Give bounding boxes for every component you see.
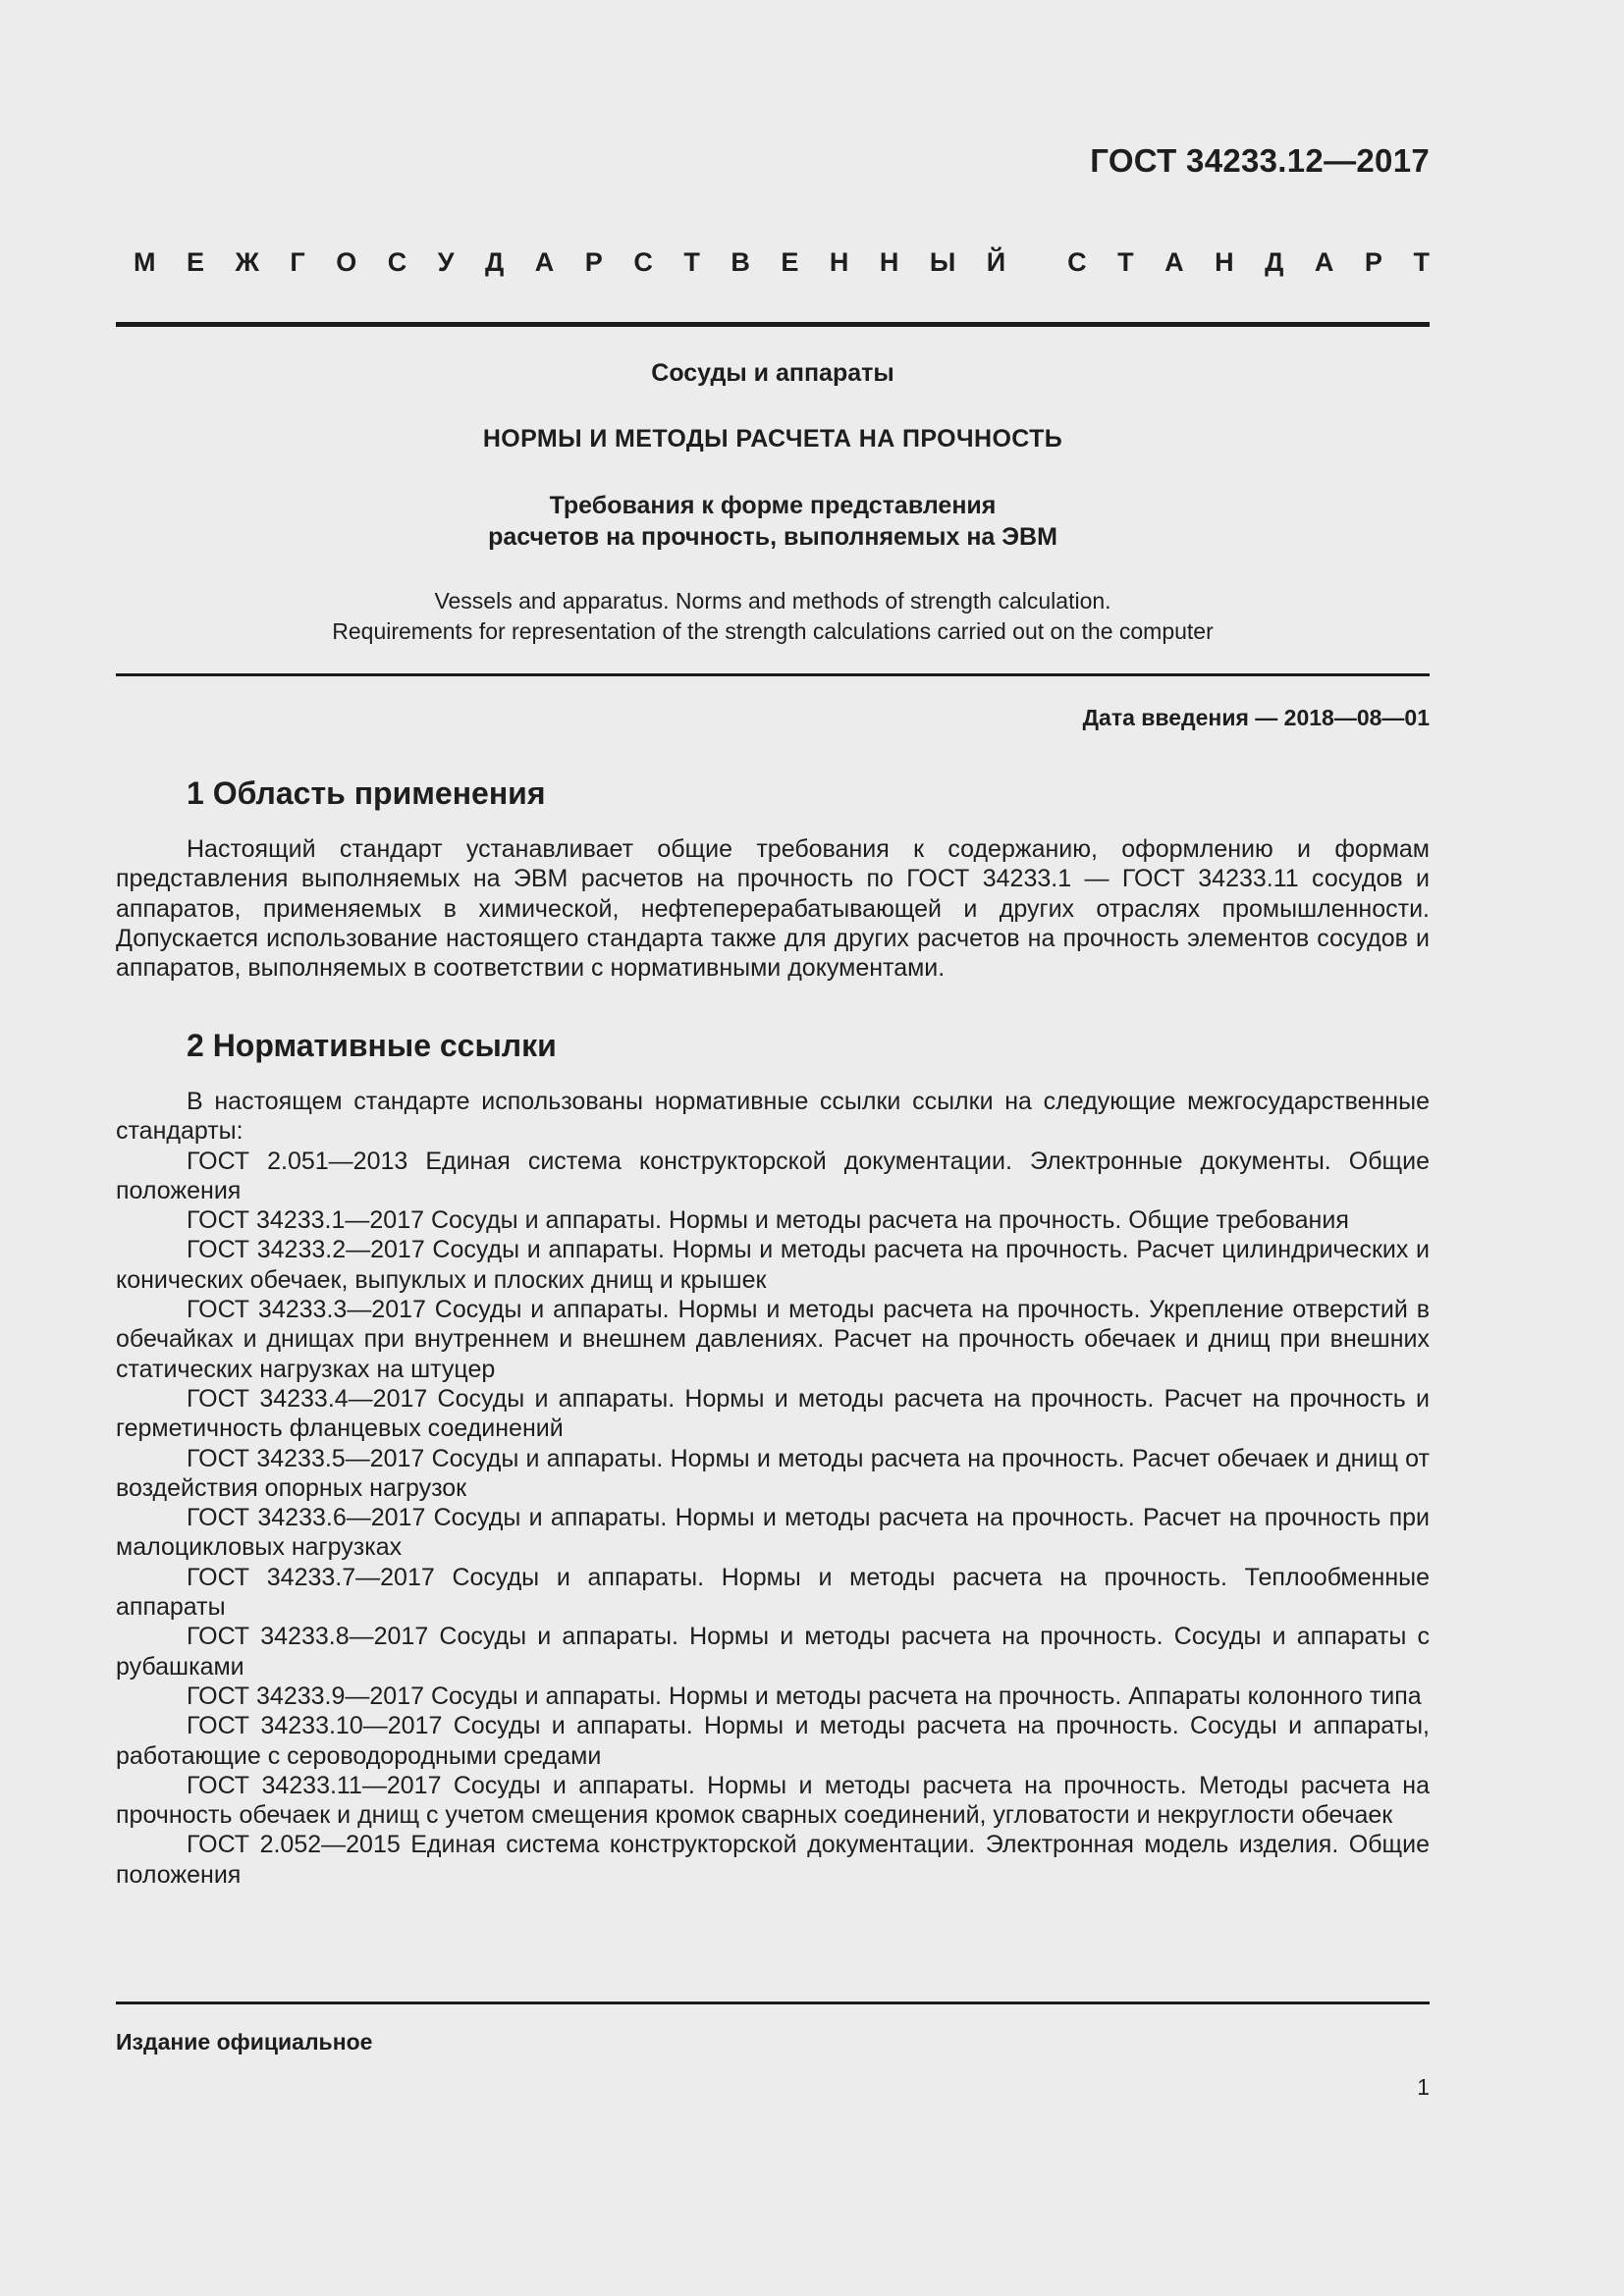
kind-letter: С [387, 247, 407, 277]
section-heading: 1 Область применения [187, 775, 546, 811]
kind-letter: А [1164, 247, 1184, 277]
kind-letter: В [731, 247, 750, 277]
reference-item: ГОСТ 34233.10—2017 Сосуды и аппараты. Нормы и методы расчета на прочность. Сосуды и аппараты, работающие с сероводородными средами [116, 1712, 1430, 1770]
title-english [116, 586, 1430, 647]
kind-letter: А [1314, 247, 1334, 277]
section-paragraph: В настоящем стандарте использованы нормативные ссылки ссылки на следующие межгосударственные стандарты: [116, 1088, 1430, 1146]
kind-letter: Н [1215, 247, 1234, 277]
kind-letter: Д [1265, 247, 1284, 277]
kind-letter: Н [829, 247, 849, 277]
reference-item: ГОСТ 34233.9—2017 Сосуды и аппараты. Нормы и методы расчета на прочность. Аппараты колонного типа [187, 1682, 1422, 1710]
kind-letter: Е [187, 247, 205, 277]
kind-letter: Р [584, 247, 603, 277]
footer-rule [116, 2002, 1430, 2004]
reference-item: ГОСТ 34233.5—2017 Сосуды и аппараты. Нормы и методы расчета на прочность. Расчет обечаек и днищ от воздействия опорных нагрузок [116, 1444, 1430, 1502]
standard-kind [134, 247, 1430, 278]
reference-item: ГОСТ 34233.3—2017 Сосуды и аппараты. Нормы и методы расчета на прочность. Укрепление отверстий в обечайках и днищах при внутреннем и внешнем давлениях. Расчет на прочность обечаек и днищ при внешних статических нагрузках на штуцер [116, 1296, 1430, 1383]
section-normative-references [116, 1026, 1430, 1890]
kind-letter: Ы [929, 247, 956, 277]
reference-item: ГОСТ 34233.4—2017 Сосуды и аппараты. Нормы и методы расчета на прочность. Расчет на прочность и герметичность фланцевых соединений [116, 1384, 1430, 1443]
kind-letter: С [633, 247, 653, 277]
kind-letter: Й [986, 247, 1006, 277]
subtitle-line: расчетов на прочность, выполняемых на ЭВМ [488, 523, 1057, 551]
kind-letter: Т [1413, 247, 1430, 277]
reference-item: ГОСТ 2.052—2015 Единая система конструкторской документации. Электронная модель изделия. Общие положения [116, 1831, 1430, 1889]
kind-letter: С [1067, 247, 1087, 277]
introduction-date: Дата введения — 2018—08—01 [1082, 705, 1430, 730]
kind-letter: Т [683, 247, 700, 277]
kind-letter: Е [781, 247, 799, 277]
kind-letter: У [437, 247, 455, 277]
kind-letter: Д [485, 247, 505, 277]
edition-label: Издание официальное [116, 2029, 373, 2055]
standard-number: ГОСТ 34233.12—2017 [1090, 142, 1430, 179]
title-subtitle [116, 490, 1430, 553]
section-paragraph: Настоящий стандарт устанавливает общие требования к содержанию, оформлению и формам представления выполняемых на ЭВМ расчетов на прочность по ГОСТ 34233.1 — ГОСТ 34233.11 сосудов и аппаратов, применяемых в химической, нефтеперерабатывающей и других отраслях промышленности. Допускается использование настоящего стандарта также для других расчетов на прочность элементов сосудов и аппаратов, выполняемых в соответствии с нормативными документами. [116, 835, 1430, 983]
kind-letter: Н [879, 247, 899, 277]
section-scope [116, 774, 1430, 983]
title-main: НОРМЫ И МЕТОДЫ РАСЧЕТА НА ПРОЧНОСТЬ [482, 425, 1063, 453]
reference-item: ГОСТ 34233.7—2017 Сосуды и аппараты. Нормы и методы расчета на прочность. Теплообменные аппараты [116, 1563, 1430, 1622]
kind-letter: О [336, 247, 357, 277]
kind-letter: Г [290, 247, 305, 277]
kind-letter: А [534, 247, 555, 277]
page-number: 1 [1417, 2074, 1430, 2100]
title-rule [116, 673, 1430, 676]
document-page [116, 0, 1430, 2296]
english-title-line: Requirements for representation of the strength calculations carried out on the computer [332, 618, 1214, 644]
reference-item: ГОСТ 34233.1—2017 Сосуды и аппараты. Нормы и методы расчета на прочность. Общие требования [187, 1206, 1349, 1235]
section-heading: 2 Нормативные ссылки [187, 1028, 557, 1063]
reference-item: ГОСТ 34233.2—2017 Сосуды и аппараты. Нормы и методы расчета на прочность. Расчет цилиндрических и конических обечаек, выпуклых и плоских днищ и крышек [116, 1236, 1430, 1294]
reference-item: ГОСТ 34233.8—2017 Сосуды и аппараты. Нормы и методы расчета на прочность. Сосуды и аппараты с рубашками [116, 1623, 1430, 1681]
kind-letter: Ж [235, 247, 259, 277]
top-rule [116, 322, 1430, 327]
kind-letter: М [134, 247, 156, 277]
subtitle-line: Требования к форме представления [549, 492, 997, 519]
english-title-line: Vessels and apparatus. Norms and methods of strength calculation. [434, 588, 1111, 614]
kind-letter: Т [1117, 247, 1134, 277]
title-group: Сосуды и аппараты [651, 359, 894, 387]
kind-letter: Р [1364, 247, 1382, 277]
reference-item: ГОСТ 2.051—2013 Единая система конструкторской документации. Электронные документы. Общие положения [116, 1147, 1430, 1204]
reference-item: ГОСТ 34233.6—2017 Сосуды и аппараты. Нормы и методы расчета на прочность. Расчет на прочность при малоцикловых нагрузках [116, 1504, 1430, 1562]
reference-item: ГОСТ 34233.11—2017 Сосуды и аппараты. Нормы и методы расчета на прочность. Методы расчета на прочность обечаек и днищ с учетом смещения кромок сварных соединений, угловатости и некруглости обечаек [116, 1771, 1430, 1830]
